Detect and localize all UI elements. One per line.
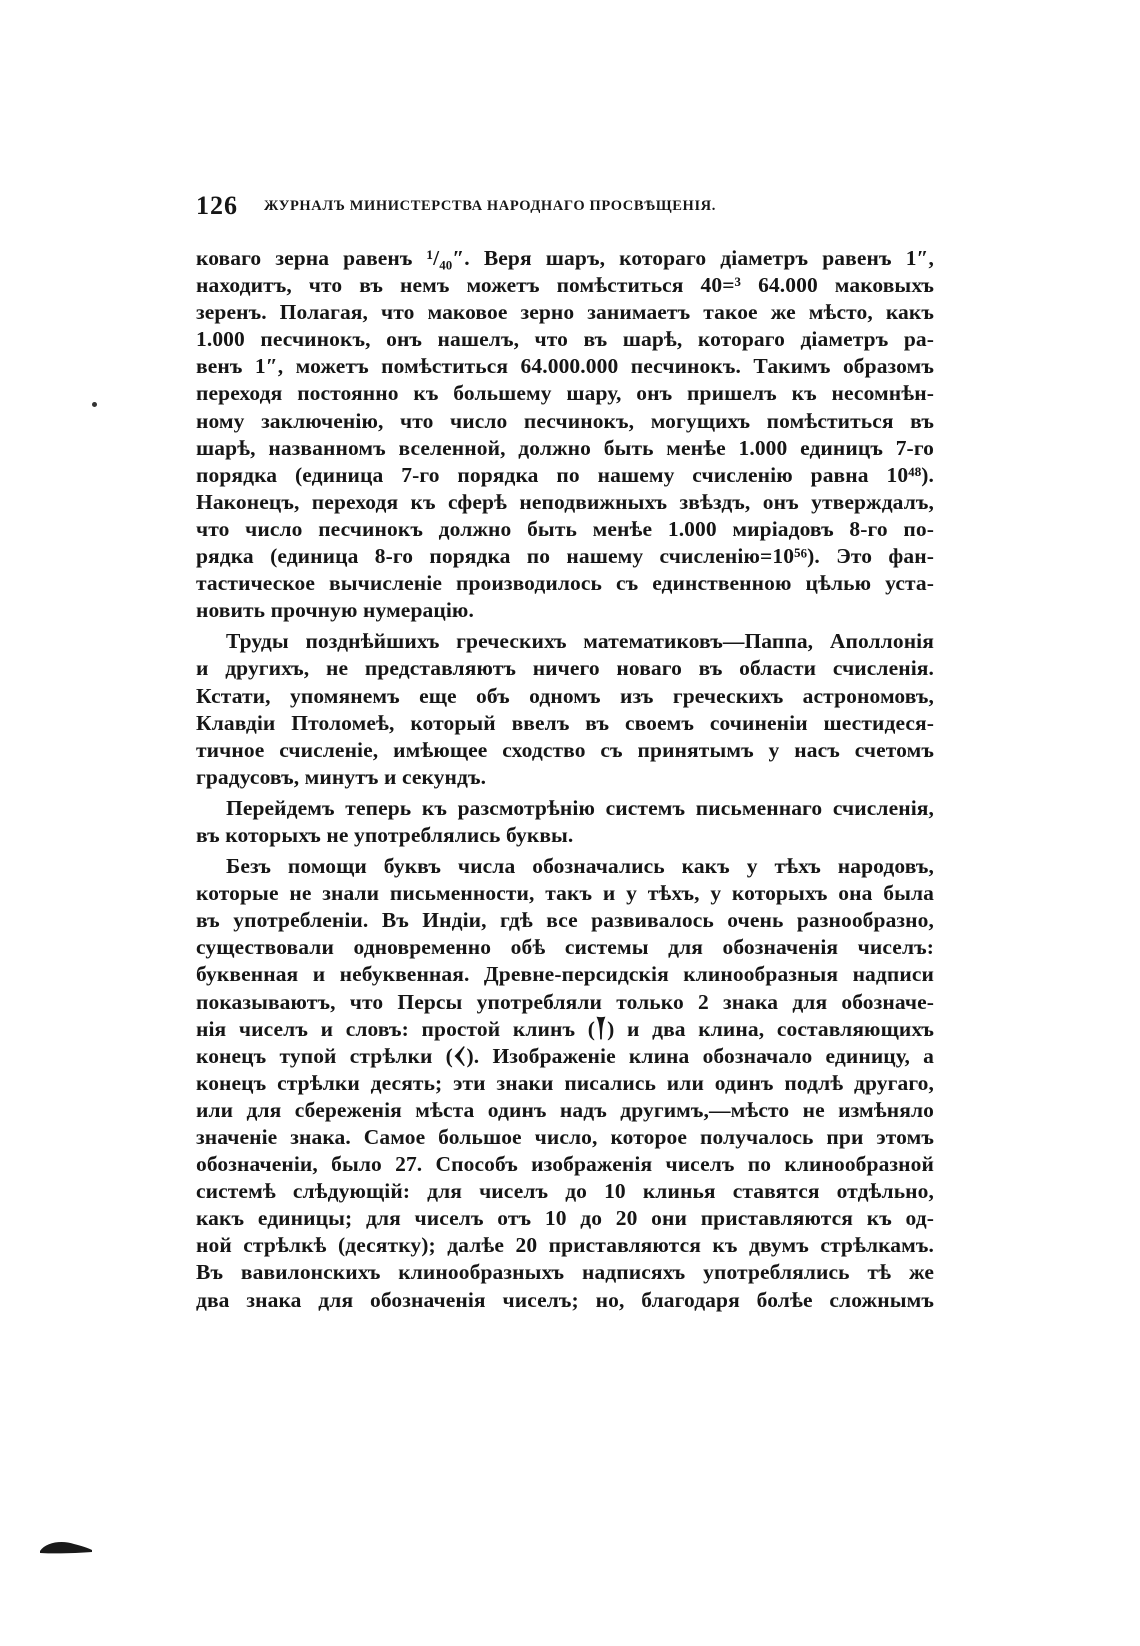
text-line: Въ вавилонскихъ клинообразныхъ надписяхъ употреблялись тѣ же <box>196 1260 934 1285</box>
text-line: коваго зерна равенъ ¹/₄₀″. Веря шаръ, котораго діаметръ равенъ 1″, <box>196 246 934 270</box>
text-line: градусовъ, минутъ и секундъ. <box>196 764 487 789</box>
text-line: обозначеніи, было 27. Способъ изображенія чиселъ по клинообразной <box>196 1152 934 1177</box>
text-line: и другихъ, не представляютъ ничего новаго въ области счисленія. <box>196 656 934 681</box>
text-line: какъ единицы; для чиселъ отъ 10 до 20 они приставляются къ од- <box>196 1206 934 1231</box>
page-header <box>196 191 936 223</box>
text-line: Наконецъ, переходя къ сферѣ неподвижныхъ звѣздъ, онъ утверждалъ, <box>196 489 934 514</box>
text-line: ному заключенію, что число песчинокъ, могущихъ помѣститься въ <box>196 408 934 433</box>
text-line: нія чиселъ и словъ: простой клинъ (𒐕) и два клина, составляющихъ <box>196 1016 934 1041</box>
text-line: ной стрѣлкѣ (десятку); далѣе 20 приставляются къ двумъ стрѣлкамъ. <box>196 1233 934 1258</box>
text-line: буквенная и небуквенная. Древне-персидскія клинообразныя надписи <box>196 962 934 987</box>
text-line: значеніе знака. Самое большое число, которое получалось при этомъ <box>196 1125 934 1149</box>
text-line: или для сбереженія мѣста одинъ надъ другимъ,—мѣсто не измѣняло <box>196 1097 934 1122</box>
text-line: находитъ, что въ немъ можетъ помѣститься 40=³ 64.000 маковыхъ <box>196 273 934 298</box>
page-number: 126 <box>196 191 238 220</box>
ink-blot-icon <box>38 1538 94 1556</box>
text-line: Безъ помощи буквъ числа обозначались какъ у тѣхъ народовъ, <box>226 854 934 879</box>
text-line: рядка (единица 8-го порядка по нашему счисленію=10⁵⁶). Это фан- <box>196 544 934 569</box>
text-line: въ употребленіи. Въ Индіи, гдѣ все развивалось очень разнообразно, <box>196 908 934 933</box>
text-line: конецъ стрѣлки десять; эти знаки писались или одинъ подлѣ другаго, <box>196 1070 934 1095</box>
text-line: системѣ слѣдующій: для чиселъ до 10 клинья ставятся отдѣльно, <box>196 1179 934 1204</box>
text-line: два знака для обозначенія чиселъ; но, благодаря болѣе сложнымъ <box>196 1287 934 1312</box>
text-line: Кстати, упомянемъ еще объ одномъ изъ греческихъ астрономовъ, <box>196 683 934 708</box>
text-line: Труды позднѣйшихъ греческихъ математиковъ—Паппа, Аполлонія <box>226 629 934 654</box>
text-line: тастическое вычисленіе производилось съ единственною цѣлью уста- <box>196 571 934 596</box>
text-line: новить прочную нумерацію. <box>196 598 474 623</box>
text-line: зеренъ. Полагая, что маковое зерно занимаетъ такое же мѣсто, какъ <box>196 300 934 325</box>
text-line: венъ 1″, можетъ помѣститься 64.000.000 песчинокъ. Такимъ образомъ <box>196 354 934 379</box>
body-text <box>196 245 934 1314</box>
text-line: 1.000 песчинокъ, онъ нашелъ, что въ шарѣ, котораго діаметръ ра- <box>196 327 934 352</box>
scan-speck <box>92 402 97 407</box>
text-line: Перейдемъ теперь къ разсмотрѣнію системъ письменнаго счисленія, <box>226 795 934 820</box>
text-line: порядка (единица 7-го порядка по нашему счисленію равна 10⁴⁸). <box>196 462 934 487</box>
text-line: показываютъ, что Персы употребляли только 2 знака для обозначе- <box>196 989 934 1014</box>
text-line: что число песчинокъ должно быть менѣе 1.000 миріадовъ 8-го по- <box>196 516 934 541</box>
running-title: ЖУРНАЛЪ МИНИСТЕРСТВА НАРОДНАГО ПРОСВѢЩЕНІЯ. <box>264 198 716 214</box>
text-line: тичное счисленіе, имѣющее сходство съ принятымъ у насъ счетомъ <box>196 737 934 762</box>
text-line: Клавдіи Птоломеѣ, который ввелъ въ своемъ сочиненіи шестидеся- <box>196 710 934 735</box>
text-line: которые не знали письменности, такъ и у тѣхъ, у которыхъ она была <box>196 881 934 906</box>
text-line: въ которыхъ не употреблялись буквы. <box>196 822 574 847</box>
text-line: шарѣ, названномъ вселенной, должно быть менѣе 1.000 единицъ 7-го <box>196 435 934 460</box>
text-line: конецъ тупой стрѣлки (𒌋). Изображеніе клина обозначало единицу, а <box>196 1043 934 1068</box>
text-line: существовали одновременно обѣ системы для обозначенія чиселъ: <box>196 935 934 960</box>
text-line: переходя постоянно къ большему шару, онъ пришелъ къ несомнѣн- <box>196 381 934 406</box>
